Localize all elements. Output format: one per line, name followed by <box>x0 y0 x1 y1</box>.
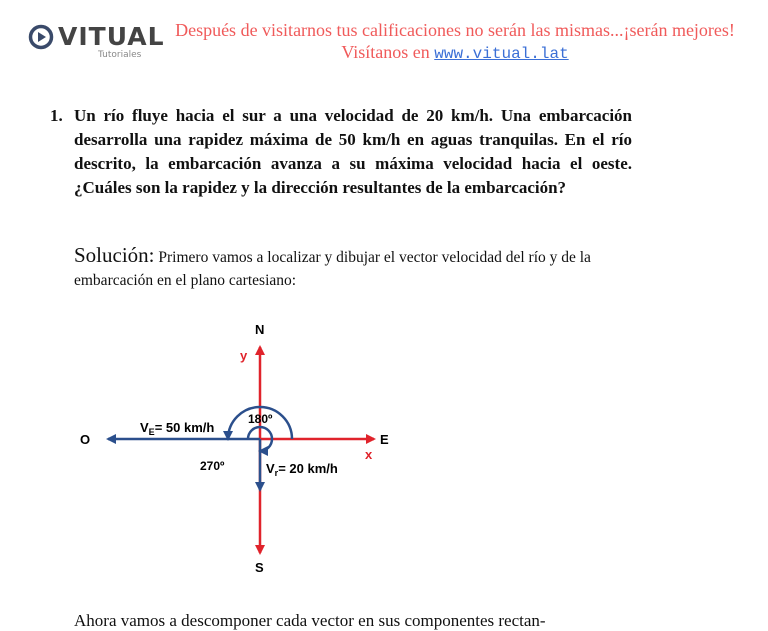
page-header <box>0 0 768 70</box>
angle-270-label: 270º <box>200 459 225 473</box>
vitual-link[interactable]: www.vitual.lat <box>434 45 569 63</box>
logo-text: VITUAL <box>58 22 165 51</box>
promo-line-1: Después de visitarnos tus calificaciones no serán las mismas...¡serán mejores! <box>175 20 735 40</box>
vitual-logo[interactable] <box>28 22 165 64</box>
south-label: S <box>255 560 264 575</box>
east-label: E <box>380 432 389 447</box>
play-logo-icon <box>28 24 54 50</box>
velocity-vector-diagram <box>70 315 470 575</box>
angle-180-label: 180º <box>248 412 273 426</box>
west-label: O <box>80 432 91 447</box>
solution-text: Primero vamos a localizar y dibujar el vector velocidad del río y de la embarcación en el plano cartesiano: <box>74 249 591 289</box>
angle-270-arc-tail <box>260 439 272 451</box>
problem-number: 1. <box>50 106 63 125</box>
boat-velocity-label: $V_E= 50$ km/h <box>140 420 215 437</box>
promo-banner <box>155 20 755 63</box>
solution-label: Solución: <box>74 243 155 267</box>
river-velocity-label: $V_r= 20$ km/h <box>266 461 338 478</box>
promo-line-2 <box>155 42 755 63</box>
y-axis-label: y <box>240 348 248 363</box>
promo-line-2-prefix: Visítanos en <box>341 42 435 62</box>
problem-statement <box>50 104 632 200</box>
north-label: N <box>255 322 265 337</box>
logo-subtitle: Tutoriales <box>98 50 142 60</box>
problem-text: Un río fluye hacia el sur a una velocidad de 20 km/h. Una embarcación desarrolla una rapidez máxima de 50 km/h en aguas tranquilas. En el río descrito, la embarcación avanza a su máxima velocidad hacia el oeste. ¿Cuáles son la rapidez y la dirección resultantes de la embarcación? <box>74 106 632 197</box>
solution-intro <box>74 244 634 292</box>
continuation-text: Ahora vamos a descomponer cada vector en sus componentes rectan- <box>74 611 546 630</box>
x-axis-label: x <box>365 447 373 462</box>
